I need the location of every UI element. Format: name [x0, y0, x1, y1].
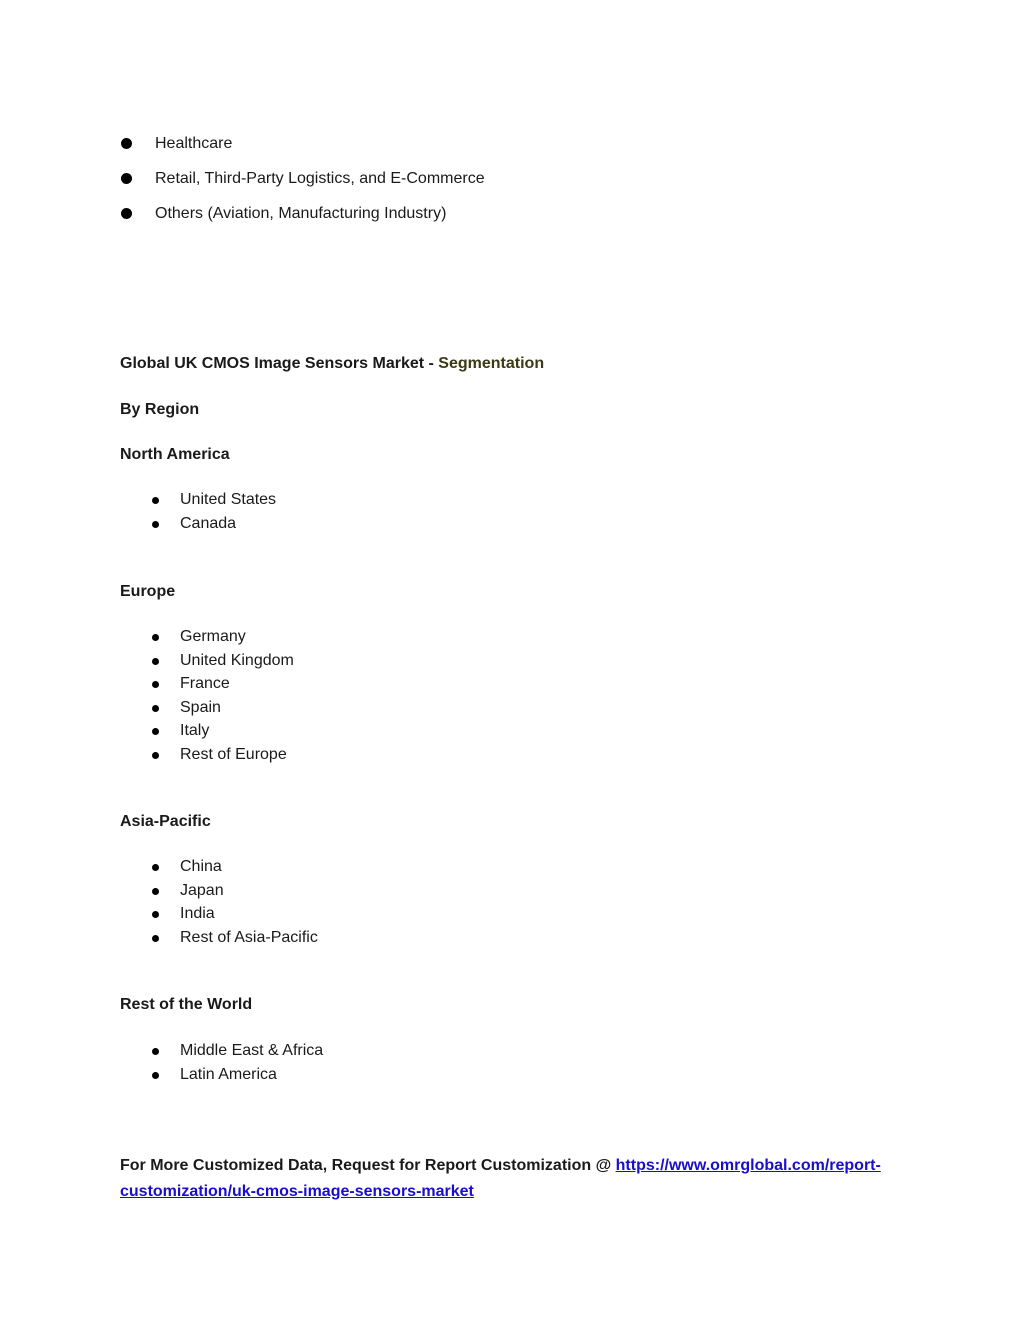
list-item-label: Italy [180, 722, 210, 739]
bullet-icon [152, 1072, 159, 1079]
europe-list [150, 626, 294, 767]
list-item-label: Middle East & Africa [180, 1042, 324, 1059]
bullet-icon [152, 634, 159, 641]
north-america-list [150, 489, 276, 536]
bullet-icon [152, 1048, 159, 1055]
list-item-label: Latin America [180, 1065, 277, 1083]
rest-of-world-list [150, 1040, 323, 1087]
list-item [150, 650, 294, 674]
list-item [150, 626, 294, 650]
list-item-label: China [180, 858, 222, 875]
region-heading-north-america: North America [120, 446, 230, 463]
bullet-icon [152, 705, 159, 712]
bullet-icon [152, 935, 159, 942]
list-item [150, 513, 276, 537]
bullet-icon [152, 752, 159, 759]
bullet-icon [121, 138, 132, 149]
list-item-label: Rest of Europe [180, 745, 287, 763]
bullet-icon [152, 497, 159, 504]
bullet-icon [152, 888, 159, 895]
segmentation-title-main: Global UK CMOS Image Sensors Market - [120, 355, 439, 372]
list-item-label: France [180, 675, 230, 692]
bullet-icon [152, 728, 159, 735]
list-item-label: Healthcare [155, 135, 233, 152]
bullet-icon [152, 658, 159, 665]
list-item [150, 1064, 323, 1088]
customization-text: For More Customized Data, Request for Report Customization @ [120, 1157, 616, 1174]
bullet-icon [152, 864, 159, 871]
list-item [120, 202, 485, 237]
list-item [120, 167, 485, 202]
application-list [120, 132, 485, 237]
list-item-label: Spain [180, 698, 221, 716]
list-item [150, 673, 294, 697]
segmentation-title-accent: Segmentation [438, 355, 545, 372]
region-heading-rest-of-world: Rest of the World [120, 996, 253, 1013]
list-item-label: Rest of Asia-Pacific [180, 928, 318, 946]
list-item [150, 744, 294, 768]
bullet-icon [152, 681, 159, 688]
bullet-icon [121, 208, 132, 219]
list-item [150, 697, 294, 721]
list-item-label: Retail, Third-Party Logistics, and E-Commerce [155, 170, 485, 187]
segmentation-title [120, 353, 544, 375]
list-item [150, 880, 318, 904]
region-heading-europe: Europe [120, 583, 176, 600]
bullet-icon [152, 911, 159, 918]
list-item [150, 1040, 323, 1064]
region-heading-asia-pacific: Asia-Pacific [120, 813, 211, 830]
list-item [150, 856, 318, 880]
list-item-label: United States [180, 491, 277, 508]
bullet-icon [121, 173, 132, 184]
list-item-label: Others (Aviation, Manufacturing Industry) [155, 205, 447, 222]
list-item [150, 903, 318, 927]
list-item [150, 927, 318, 951]
bullet-icon [152, 521, 159, 528]
list-item-label: United Kingdom [180, 651, 294, 669]
list-item-label: Germany [180, 628, 246, 645]
by-region-heading: By Region [120, 401, 200, 418]
customization-callout [120, 1153, 920, 1205]
report-customization-link[interactable]: https://www.omrglobal.com/report-customization/uk-cmos-image-sensors-market [120, 1157, 881, 1200]
list-item [120, 132, 485, 167]
list-item-label: Japan [180, 881, 224, 899]
list-item-label: India [180, 905, 215, 922]
list-item-label: Canada [180, 514, 237, 532]
list-item [150, 720, 294, 744]
asia-pacific-list [150, 856, 318, 950]
list-item [150, 489, 276, 513]
